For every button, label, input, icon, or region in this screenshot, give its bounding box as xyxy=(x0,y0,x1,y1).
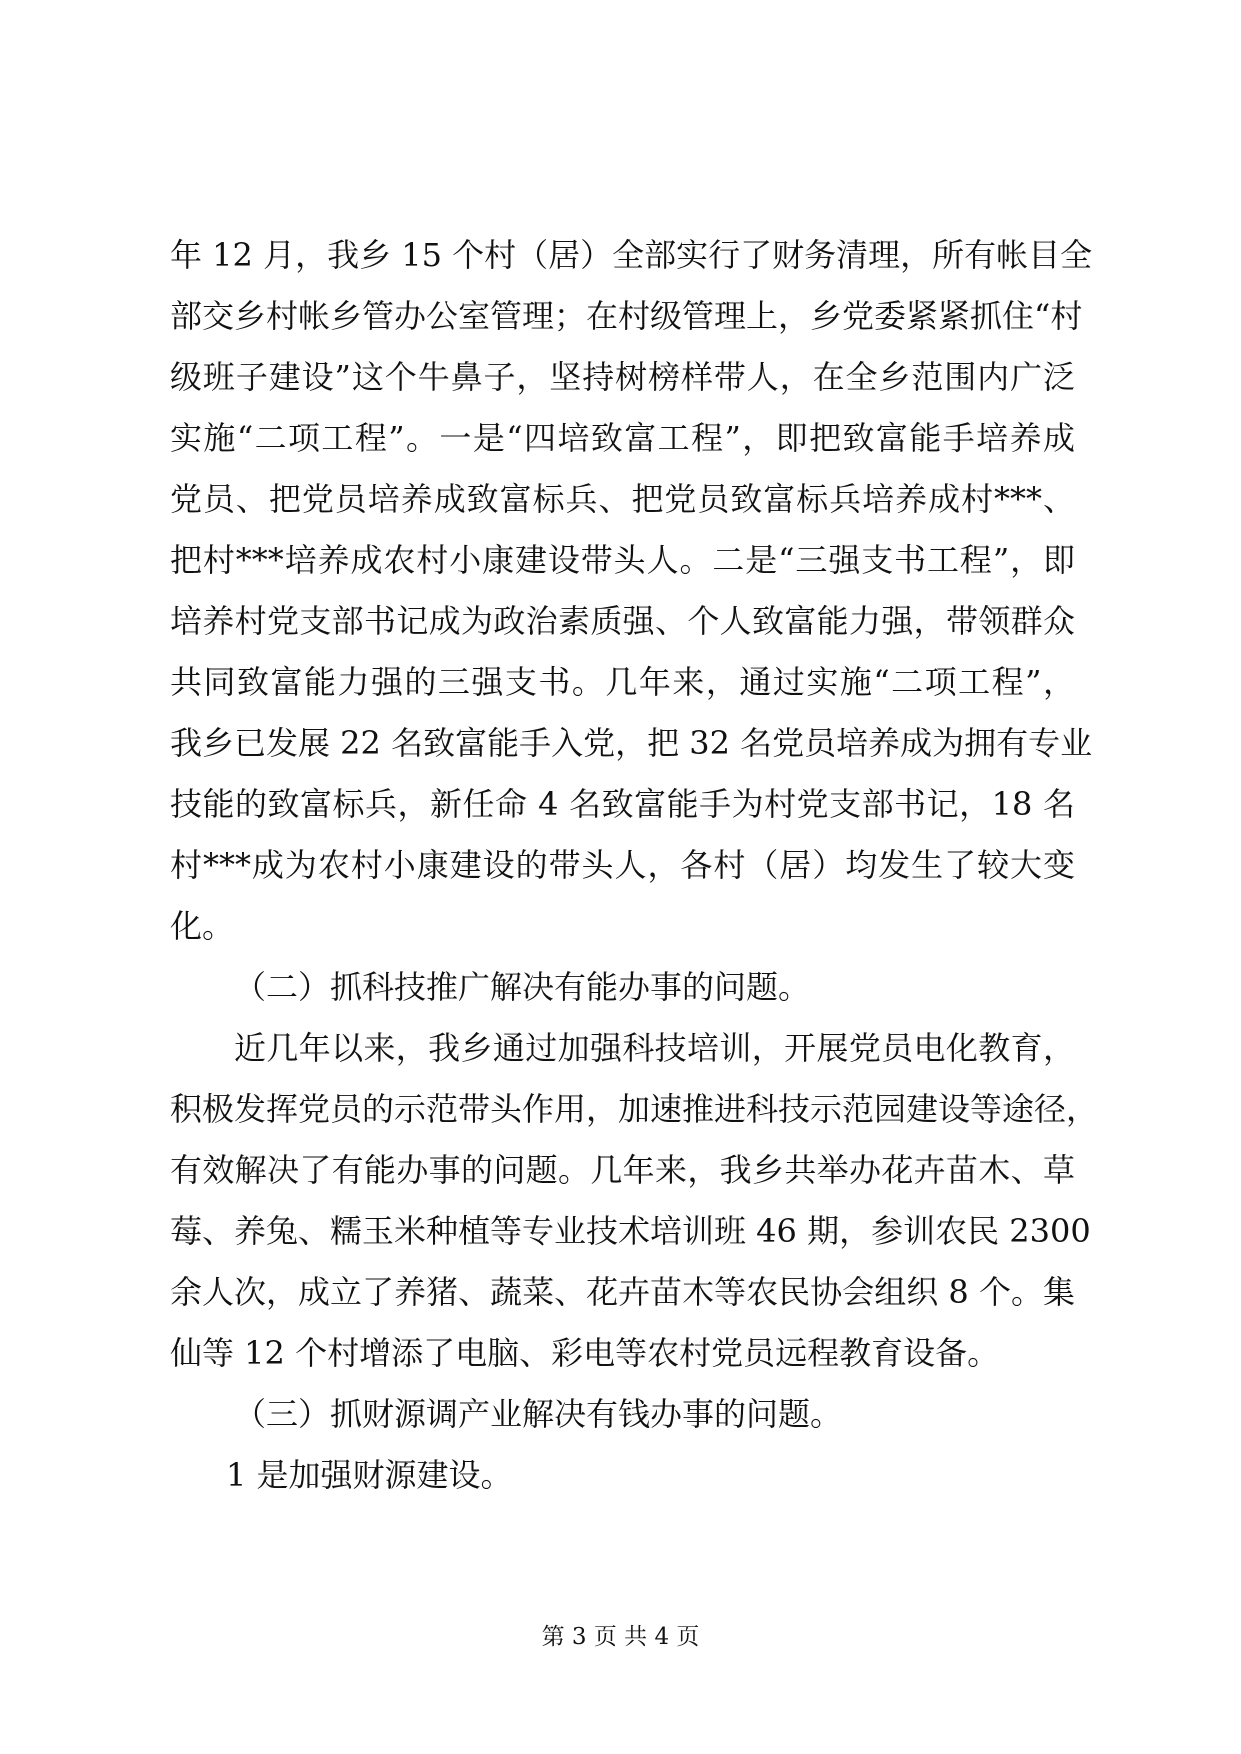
text-line: 把村***培养成农村小康建设带头人。二是“三强支书工程”，即 xyxy=(170,541,1075,579)
text-line: 积极发挥党员的示范带头作用，加速推进科技示范园建设等途径， xyxy=(170,1090,1099,1128)
section-heading: （二）抓科技推广解决有能办事的问题。 xyxy=(234,968,811,1006)
text-line: 实施“二项工程”。一是“四培致富工程”，即把致富能手培养成 xyxy=(170,419,1075,457)
text-line: 莓、养兔、糯玉米种植等专业技术培训班 46 期，参训农民 2300 xyxy=(170,1212,1091,1250)
text-line: 党员、把党员培养成致富标兵、把党员致富标兵培养成村***、 xyxy=(170,480,1075,518)
text-line: 化。 xyxy=(170,907,235,945)
section-heading: （三）抓财源调产业解决有钱办事的问题。 xyxy=(234,1395,843,1433)
page-footer: 第 3 页 共 4 页 xyxy=(541,1624,700,1650)
text-line: 技能的致富标兵，新任命 4 名致富能手为村党支部书记，18 名 xyxy=(170,785,1075,823)
text-line: 仙等 12 个村增添了电脑、彩电等农村党员远程教育设备。 xyxy=(170,1334,1000,1372)
text-line: 近几年以来，我乡通过加强科技培训，开展党员电化教育， xyxy=(234,1029,1075,1067)
text-line: 年 12 月，我乡 15 个村（居）全部实行了财务清理，所有帐目全 xyxy=(170,236,1093,274)
text-line: 部交乡村帐乡管办公室管理；在村级管理上，乡党委紧紧抓住“村 xyxy=(170,297,1083,335)
text-line: 有效解决了有能办事的问题。几年来，我乡共举办花卉苗木、草 xyxy=(170,1151,1075,1189)
text-line: 共同致富能力强的三强支书。几年来，通过实施“二项工程”， xyxy=(170,663,1075,701)
text-line: 我乡已发展 22 名致富能手入党，把 32 名党员培养成为拥有专业 xyxy=(170,724,1093,762)
text-line: 级班子建设”这个牛鼻子，坚持树榜样带人，在全乡范围内广泛 xyxy=(170,358,1075,396)
document-body xyxy=(170,225,1099,1506)
text-line: 1 是加强财源建设。 xyxy=(226,1456,513,1494)
text-line: 培养村党支部书记成为政治素质强、个人致富能力强，带领群众 xyxy=(170,602,1075,640)
text-line: 村***成为农村小康建设的带头人，各村（居）均发生了较大变 xyxy=(170,846,1075,884)
text-line: 余人次，成立了养猪、蔬菜、花卉苗木等农民协会组织 8 个。集 xyxy=(170,1273,1075,1311)
